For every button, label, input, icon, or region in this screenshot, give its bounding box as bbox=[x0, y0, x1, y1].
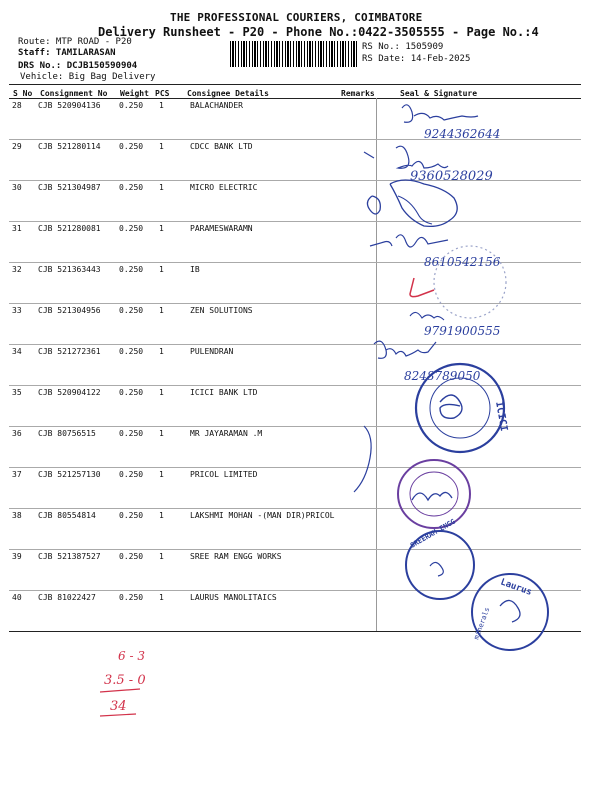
row-sno: 32 bbox=[12, 265, 22, 274]
row-weight: 0.250 bbox=[119, 183, 144, 192]
row-consignment: CJB 521280081 bbox=[38, 224, 101, 233]
row-divider bbox=[9, 221, 581, 222]
row-pcs: 1 bbox=[159, 265, 164, 274]
row-weight: 0.250 bbox=[119, 142, 144, 151]
row-pcs: 1 bbox=[159, 470, 164, 479]
row-consignee: PULENDRAN bbox=[190, 347, 234, 356]
row-pcs: 1 bbox=[159, 347, 164, 356]
table-row bbox=[0, 303, 600, 344]
row-consignee: LAURUS MANOLITAICS bbox=[190, 593, 277, 602]
remarks-divider bbox=[376, 180, 377, 221]
stamp-text: SREERAM ENGG bbox=[409, 517, 457, 550]
row-consignment: CJB 81022427 bbox=[38, 593, 96, 602]
row-divider bbox=[9, 303, 581, 304]
tally-total: 34 bbox=[110, 699, 127, 714]
row-divider bbox=[9, 590, 581, 591]
row-weight: 0.250 bbox=[119, 265, 144, 274]
row-sno: 37 bbox=[12, 470, 22, 479]
row-pcs: 1 bbox=[159, 183, 164, 192]
table-row bbox=[0, 426, 600, 467]
row-divider bbox=[9, 426, 581, 427]
row-consignee: MR JAYARAMAN .M bbox=[190, 429, 263, 438]
row-weight: 0.250 bbox=[119, 429, 144, 438]
table-row bbox=[0, 262, 600, 303]
row-consignee: MICRO ELECTRIC bbox=[190, 183, 258, 192]
table-row bbox=[0, 139, 600, 180]
row-pcs: 1 bbox=[159, 306, 164, 315]
row-pcs: 1 bbox=[159, 552, 164, 561]
col-header-pcs: PCS bbox=[155, 89, 170, 98]
table-row bbox=[0, 385, 600, 426]
row-sno: 33 bbox=[12, 306, 22, 315]
row-consignment: CJB 521272361 bbox=[38, 347, 101, 356]
row-consignee: PARAMESWARAMN bbox=[190, 224, 253, 233]
remarks-divider bbox=[376, 303, 377, 344]
row-consignment: CJB 521363443 bbox=[38, 265, 101, 274]
col-header-consignment: Consignment No bbox=[40, 89, 108, 98]
row-consignee: LAKSHMI MOHAN -(MAN DIR)PRICOL bbox=[190, 511, 335, 520]
row-divider bbox=[9, 508, 581, 509]
row-weight: 0.250 bbox=[119, 347, 144, 356]
row-sno: 40 bbox=[12, 593, 22, 602]
table-row bbox=[0, 508, 600, 549]
row-consignment: CJB 80756515 bbox=[38, 429, 96, 438]
row-consignee: BALACHANDER bbox=[190, 101, 243, 110]
row-weight: 0.250 bbox=[119, 101, 144, 110]
row-divider bbox=[9, 385, 581, 386]
row-consignment: CJB 521304987 bbox=[38, 183, 101, 192]
row-divider bbox=[9, 344, 581, 345]
row-consignee: SREE RAM ENGG WORKS bbox=[190, 552, 282, 561]
table-bottom-rule bbox=[9, 631, 581, 632]
row-consignee: ICICI BANK LTD bbox=[190, 388, 258, 397]
route-label: Route: MTP ROAD - P20 bbox=[18, 37, 132, 47]
row-consignee: CDCC BANK LTD bbox=[190, 142, 253, 151]
row-consignee: IB bbox=[190, 265, 200, 274]
row-consignment: CJB 521304956 bbox=[38, 306, 101, 315]
staff-label: Staff: TAMILARASAN bbox=[18, 48, 116, 58]
remarks-divider bbox=[376, 98, 377, 139]
remarks-divider bbox=[376, 344, 377, 385]
row-weight: 0.250 bbox=[119, 388, 144, 397]
runsheet-title: Delivery Runsheet - P20 - Phone No.:0422-3505555 - Page No.:4 bbox=[98, 25, 539, 39]
row-divider bbox=[9, 549, 581, 550]
table-row bbox=[0, 549, 600, 590]
row-sno: 31 bbox=[12, 224, 22, 233]
vehicle-label: Vehicle: Big Bag Delivery bbox=[20, 72, 156, 82]
table-row bbox=[0, 180, 600, 221]
col-header-sno: S No bbox=[13, 89, 33, 98]
row-weight: 0.250 bbox=[119, 593, 144, 602]
row-pcs: 1 bbox=[159, 388, 164, 397]
remarks-divider bbox=[376, 508, 377, 549]
remarks-divider bbox=[376, 221, 377, 262]
signature-phone: 9360528029 bbox=[410, 169, 493, 184]
row-pcs: 1 bbox=[159, 142, 164, 151]
stamp-subtext: minerals bbox=[472, 606, 492, 641]
row-consignment: CJB 520904122 bbox=[38, 388, 101, 397]
row-sno: 36 bbox=[12, 429, 22, 438]
stamp-text: Laurus bbox=[498, 577, 533, 598]
table-row bbox=[0, 467, 600, 508]
row-consignee: PRICOL LIMITED bbox=[190, 470, 258, 479]
row-sno: 29 bbox=[12, 142, 22, 151]
row-weight: 0.250 bbox=[119, 470, 144, 479]
tally-marks bbox=[100, 649, 146, 716]
company-name: THE PROFESSIONAL COURIERS, COIMBATORE bbox=[170, 11, 423, 24]
table-top-rule bbox=[9, 84, 581, 85]
row-pcs: 1 bbox=[159, 101, 164, 110]
table-row bbox=[0, 590, 600, 631]
row-consignment: CJB 521387527 bbox=[38, 552, 101, 561]
rs-date: RS Date: 14-Feb-2025 bbox=[362, 54, 471, 64]
col-header-weight: Weight bbox=[120, 89, 149, 98]
row-sno: 30 bbox=[12, 183, 22, 192]
col-header-remarks: Remarks bbox=[341, 89, 375, 98]
remarks-divider bbox=[376, 139, 377, 180]
stamp-text: ICICI bbox=[493, 400, 510, 433]
row-sno: 39 bbox=[12, 552, 22, 561]
row-pcs: 1 bbox=[159, 593, 164, 602]
col-header-consignee: Consignee Details bbox=[187, 89, 269, 98]
row-weight: 0.250 bbox=[119, 224, 144, 233]
tally-line: 3.5 - 0 bbox=[104, 673, 146, 688]
row-weight: 0.250 bbox=[119, 511, 144, 520]
row-divider bbox=[9, 467, 581, 468]
signature-phone: 9244362644 bbox=[424, 127, 501, 141]
row-pcs: 1 bbox=[159, 511, 164, 520]
row-divider bbox=[9, 262, 581, 263]
table-row bbox=[0, 221, 600, 262]
table-row bbox=[0, 344, 600, 385]
signature-phone: 8610542156 bbox=[424, 255, 501, 269]
row-pcs: 1 bbox=[159, 429, 164, 438]
remarks-divider bbox=[376, 549, 377, 590]
barcode bbox=[230, 41, 358, 67]
row-consignment: CJB 80554814 bbox=[38, 511, 96, 520]
row-weight: 0.250 bbox=[119, 552, 144, 561]
col-header-seal: Seal & Signature bbox=[400, 89, 478, 98]
remarks-divider bbox=[376, 467, 377, 508]
remarks-divider bbox=[376, 262, 377, 303]
rs-number: RS No.: 1505909 bbox=[362, 42, 444, 52]
remarks-divider bbox=[376, 426, 377, 467]
row-consignment: CJB 521257130 bbox=[38, 470, 101, 479]
row-divider bbox=[9, 139, 581, 140]
row-sno: 34 bbox=[12, 347, 22, 356]
drs-number: DRS No.: DCJB150590904 bbox=[18, 61, 138, 71]
tally-line: 6 - 3 bbox=[118, 649, 145, 663]
table-row bbox=[0, 98, 600, 139]
row-consignment: CJB 520904136 bbox=[38, 101, 101, 110]
row-pcs: 1 bbox=[159, 224, 164, 233]
row-divider bbox=[9, 180, 581, 181]
remarks-divider bbox=[376, 385, 377, 426]
row-sno: 28 bbox=[12, 101, 22, 110]
row-consignment: CJB 521280114 bbox=[38, 142, 101, 151]
row-weight: 0.250 bbox=[119, 306, 144, 315]
row-sno: 35 bbox=[12, 388, 22, 397]
signature-phone: 9791900555 bbox=[424, 324, 501, 338]
remarks-divider bbox=[376, 590, 377, 631]
signature-phone: 8248789050 bbox=[404, 369, 481, 383]
row-consignee: ZEN SOLUTIONS bbox=[190, 306, 253, 315]
row-sno: 38 bbox=[12, 511, 22, 520]
